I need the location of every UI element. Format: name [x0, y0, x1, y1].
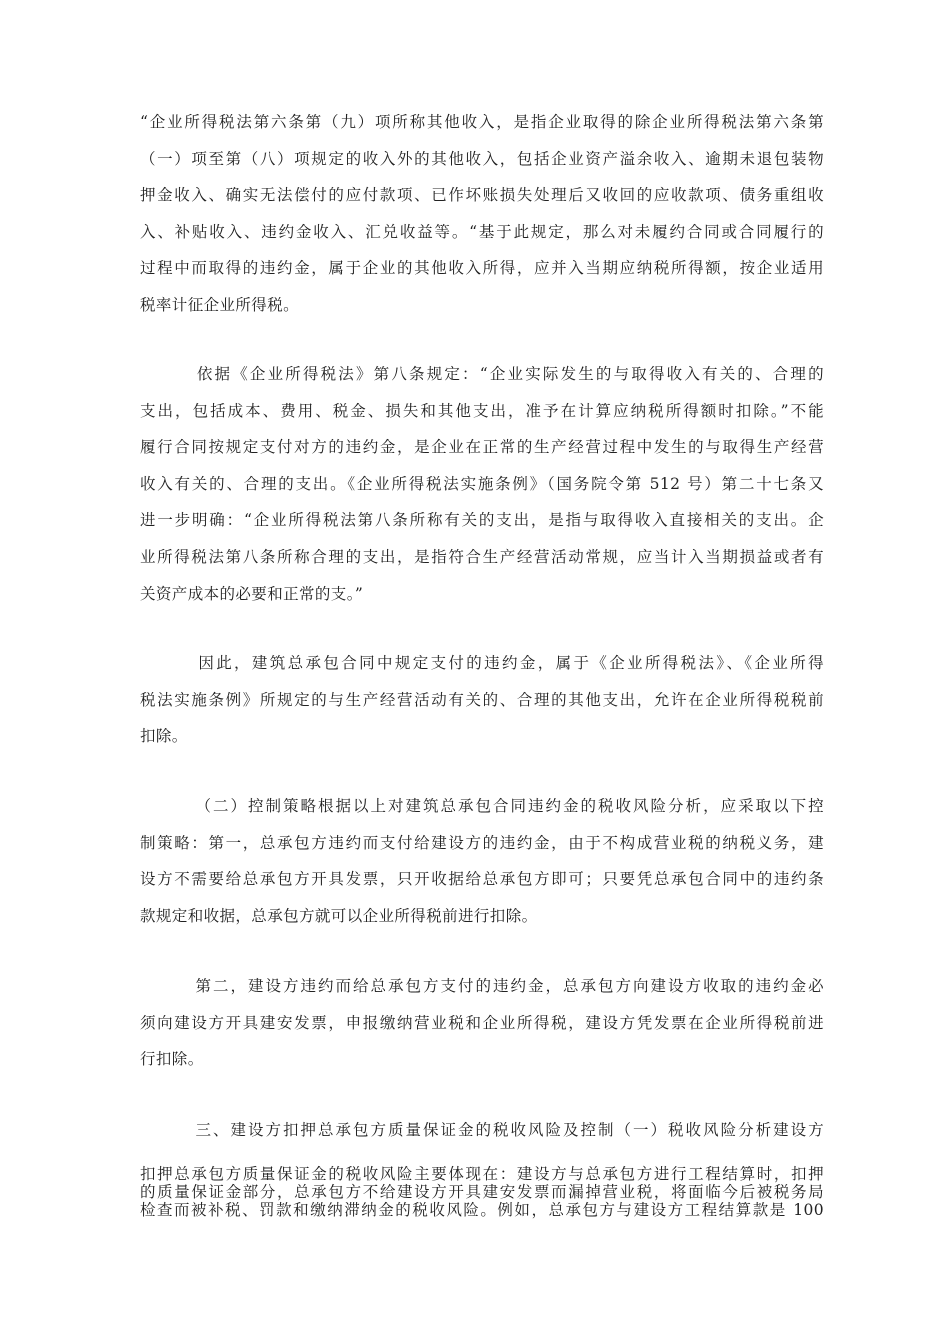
text-line: 扣除。: [140, 727, 188, 746]
text-line: 税法实施条例》所规定的与生产经营活动有关的、合理的其他支出，允许在企业所得税税前: [140, 690, 824, 709]
paragraph-second-point: [140, 968, 824, 1078]
text-line: 行扣除。: [140, 1050, 204, 1069]
text-line: 须向建设方开具建安发票，申报缴纳营业税和企业所得税，建设方凭发票在企业所得税前进: [140, 1013, 824, 1032]
text-line: 三、建设方扣押总承包方质量保证金的税收风险及控制（一）税收风险分析建设方: [140, 1121, 824, 1139]
line-gap: [140, 1149, 824, 1165]
text-line: “企业所得税法第六条第（九）项所称其他收入，是指企业取得的除企业所得税法第六条第: [140, 113, 824, 131]
text-line: 扣押总承包方质量保证金的税收风险主要体现在：建设方与总承包方进行工程结算时，扣押: [140, 1164, 824, 1183]
text-line: 进一步明确：“企业所得税法第八条所称有关的支出，是指与取得收入直接相关的支出。企: [140, 511, 824, 530]
paragraph-control-strategy: [140, 788, 824, 934]
text-line: 业所得税法第八条所称合理的支出，是指符合生产经营活动常规，应当计入当期损益或者有: [140, 547, 824, 566]
paragraph-other-income: [140, 104, 824, 324]
text-line: 依据《企业所得税法》第八条规定：“企业实际发生的与取得收入有关的、合理的: [140, 365, 824, 383]
text-line: （一）项至第（八）项规定的收入外的其他收入，包括企业资产溢余收入、逾期未退包装物: [140, 149, 824, 168]
text-line: 检查而被补税、罚款和缴纳滞纳金的税收风险。例如，总承包方与建设方工程结算款是 100: [140, 1200, 824, 1219]
text-line: 款规定和收据，总承包方就可以企业所得税前进行扣除。: [140, 906, 538, 925]
text-line: 设方不需要给总承包方开具发票，只开收据给总承包方即可；只要凭总承包合同中的违约条: [140, 870, 824, 889]
text-line: 关资产成本的必要和正常的支。”: [140, 584, 364, 603]
text-line: 过程中而取得的违约金，属于企业的其他收入所得，应并入当期应纳税所得额，按企业适用: [140, 259, 824, 278]
text-line: 制策略：第一，总承包方违约而支付给建设方的违约金，由于不构成营业税的纳税义务，建: [140, 833, 824, 852]
paragraph-quality-deposit: [140, 1112, 824, 1219]
text-line: 支出，包括成本、费用、税金、损失和其他支出，准予在计算应纳税所得额时扣除。”不能: [140, 401, 824, 420]
text-line: 押金收入、确实无法偿付的应付款项、已作坏账损失处理后又收回的应收款项、债务重组收: [140, 186, 824, 205]
text-line: （二）控制策略根据以上对建筑总承包合同违约金的税收风险分析，应采取以下控: [140, 797, 824, 815]
text-line: 第二，建设方违约而给总承包方支付的违约金，总承包方向建设方收取的违约金必: [140, 977, 824, 995]
text-line: 收入有关的、合理的支出。《企业所得税法实施条例》（国务院令第 512 号）第二十七条又: [140, 474, 824, 493]
text-line: 因此，建筑总承包合同中规定支付的违约金，属于《企业所得税法》、《企业所得: [140, 654, 824, 672]
text-line: 税率计征企业所得税。: [140, 295, 300, 314]
text-line: 的质量保证金部分，总承包方不给建设方开具建安发票而漏掉营业税，将面临今后被税务局: [140, 1182, 824, 1201]
text-line: 入、补贴收入、违约金收入、汇兑收益等。“基于此规定，那么对未履约合同或合同履行的: [140, 222, 824, 241]
paragraph-conclusion: [140, 645, 824, 755]
text-line: 履行合同按规定支付对方的违约金，是企业在正常的生产经营过程中发生的与取得生产经营: [140, 438, 824, 457]
paragraph-article-eight: [140, 356, 824, 612]
